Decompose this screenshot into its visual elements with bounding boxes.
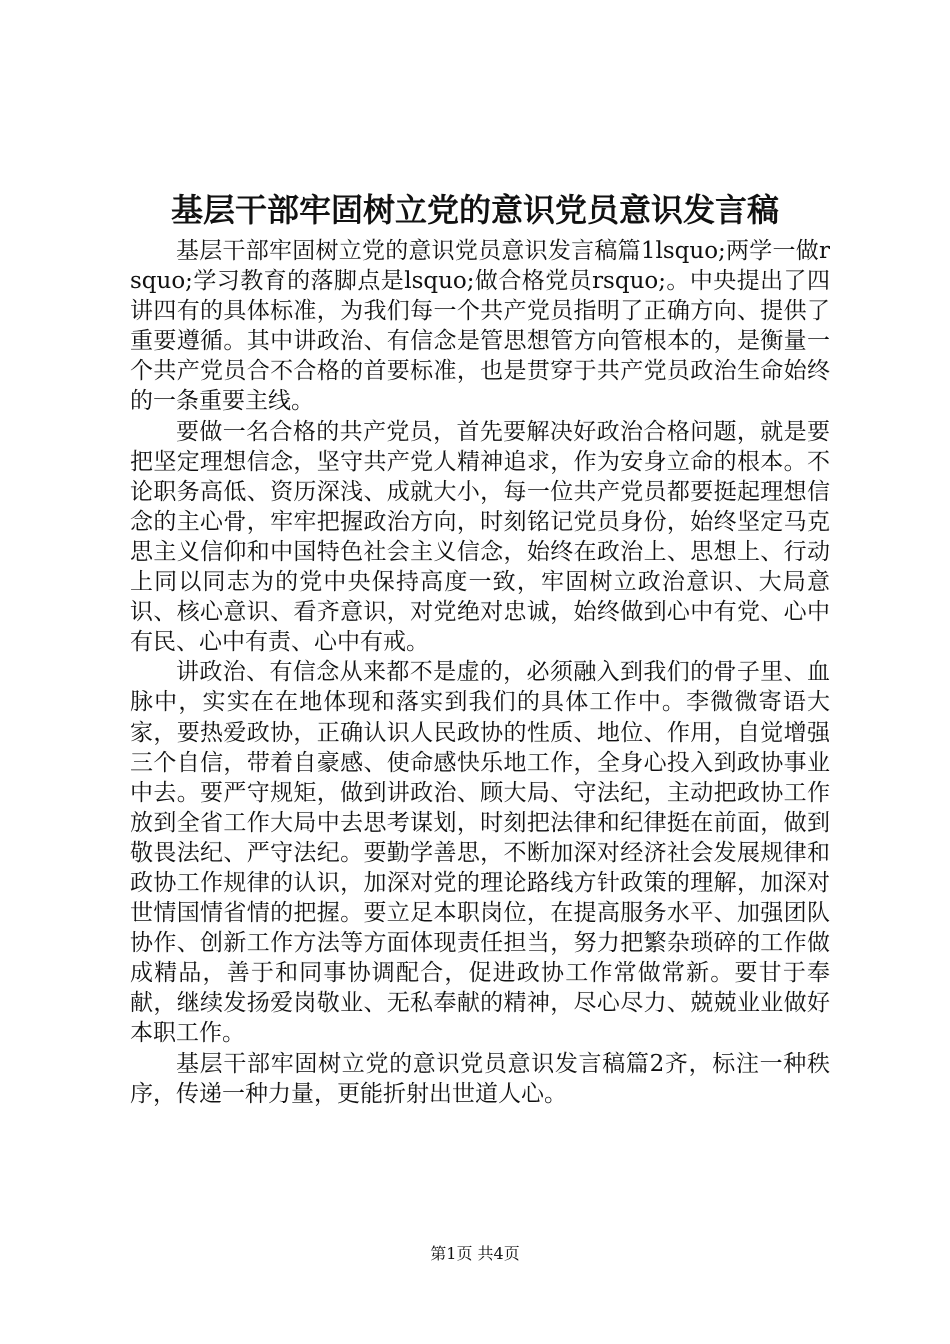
page-footer: 第1页 共4页 <box>430 1244 520 1263</box>
paragraph-4: 基层干部牢固树立党的意识党员意识发言稿篇2齐，标注一种秩序，传递一种力量，更能折射出世道人心。 <box>130 1050 830 1107</box>
document-body <box>130 236 830 1109</box>
document-title: 基层干部牢固树立党的意识党员意识发言稿 <box>170 191 779 229</box>
paragraph-1: 基层干部牢固树立党的意识党员意识发言稿篇1lsquo;两学一做rsquo;学习教育的落脚点是lsquo;做合格党员rsquo;。中央提出了四讲四有的具体标准，为我们每一个共产党员指明了正确方向、提供了重要遵循。其中讲政治、有信念是管思想管方向管根本的，是衡量一个共产党员合不合格的首要标准，也是贯穿于共产党员政治生命始终的一条重要主线。 <box>130 238 830 415</box>
paragraph-3: 讲政治、有信念从来都不是虚的，必须融入到我们的骨子里、血脉中，实实在在地体现和落实到我们的具体工作中。李微微寄语大家，要热爱政协，正确认识人民政协的性质、地位、作用，自觉增强三个自信，带着自豪感、使命感快乐地工作，全身心投入到政协事业中去。要严守规矩，做到讲政治、顾大局、守法纪，主动把政协工作放到全省工作大局中去思考谋划，时刻把法律和纪律挺在前面，做到敬畏法纪、严守法纪。要勤学善思，不断加深对经济社会发展规律和政协工作规律的认识，加深对党的理论路线方针政策的理解，加深对世情国情省情的把握。要立足本职岗位，在提高服务水平、加强团队协作、创新工作方法等方面体现责任担当，努力把繁杂琐碎的工作做成精品，善于和同事协调配合，促进政协工作常做常新。要甘于奉献，继续发扬爱岗敬业、无私奉献的精神，尽心尽力、兢兢业业做好本职工作。 <box>130 659 830 1047</box>
paragraph-2: 要做一名合格的共产党员，首先要解决好政治合格问题，就是要把坚定理想信念，坚守共产党人精神追求，作为安身立命的根本。不论职务高低、资历深浅、成就大小，每一位共产党员都要挺起理想信念的主心骨，牢牢把握政治方向，时刻铭记党员身份，始终坚定马克思主义信仰和中国特色社会主义信念，始终在政治上、思想上、行动上同以同志为的党中央保持高度一致，牢固树立政治意识、大局意识、核心意识、看齐意识，对党绝对忠诚，始终做到心中有党、心中有民、心中有责、心中有戒。 <box>130 418 830 656</box>
